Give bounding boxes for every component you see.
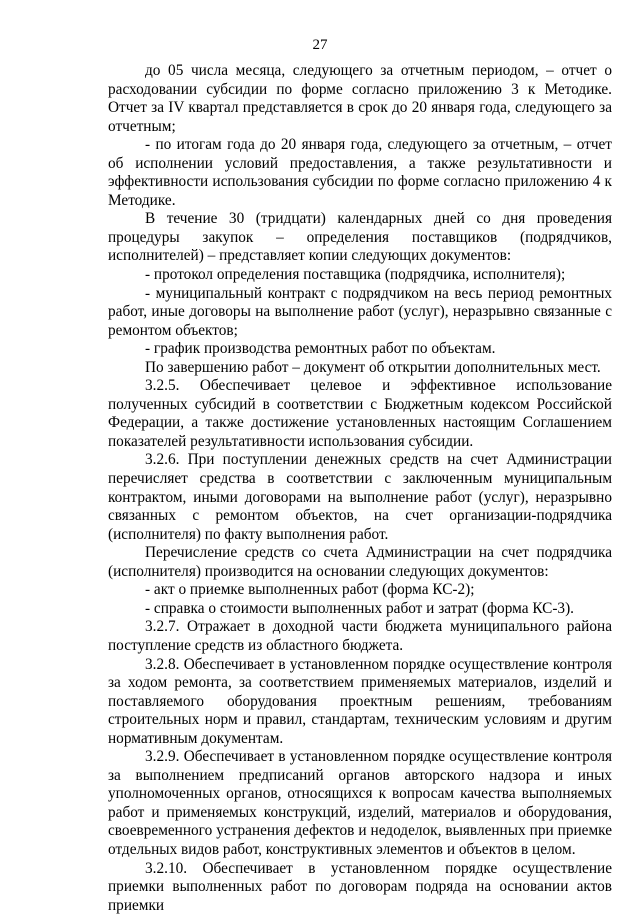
document-body (108, 62, 612, 915)
paragraph-clause-3-2-6: 3.2.6. При поступлении денежных средств на счет Администрации перечисляет средства в соответствии с заключенным муниципальным контрактом, иными договорами на выполнение работ (услуг), неразрывно связанных с ремонтом объектов, на счет организации-подрядчика (исполнителя) по факту выполнения работ. (108, 451, 612, 543)
paragraph-ks3-certificate: - справка о стоимости выполненных работ и затрат (форма КС-3). (145, 599, 574, 617)
paragraph-clause-3-2-9: 3.2.9. Обеспечивает в установленном порядке осуществление контроля за выполнением предписаний органов авторского надзора и иных уполномоченных органов, относящихся к вопросам качества выполняемых работ и применяемых конструкций, изделий, материалов и оборудования, своевременного устранения дефектов и недоделок, выявленных при приемке отдельных видов работ, конструктивных элементов и объектов в целом. (108, 748, 612, 858)
paragraph-transfer-basis: Перечисление средств со счета Администрации на счет подрядчика (исполнителя) производится на основании следующих документов: (108, 544, 612, 580)
paragraph-clause-3-2-8: 3.2.8. Обеспечивает в установленном порядке осуществление контроля за ходом ремонта, за соответствием применяемых материалов, изделий и поставляемого оборудования проектным решениям, требованиям строительных норм и правил, стандартам, техническим условиям и другим нормативным документам. (108, 655, 612, 747)
page-number: 27 (312, 37, 328, 53)
paragraph-annual-report: - по итогам года до 20 января года, следующего за отчетным, – отчет об исполнении условий предоставления, а также результативности и эффективности использования субсидии по форме согласно приложению 4 к Методике. (108, 136, 612, 209)
paragraph-municipal-contract: - муниципальный контракт с подрядчиком на весь период ремонтных работ, иные договоры на выполнение работ (услуг), неразрывно связанные с ремонтом объектов; (108, 284, 612, 339)
paragraph-report-deadline: до 05 числа месяца, следующего за отчетным периодом, – отчет о расходовании субсидии по форме согласно приложению 3 к Методике. Отчет за IV квартал представляется в срок до 20 января года, следующего за отчетным; (108, 62, 612, 135)
paragraph-procurement-docs: В течение 30 (тридцати) календарных дней со дня проведения процедуры закупок – определения поставщиков (подрядчиков, исполнителей) – представляет копии следующих документов: (108, 210, 612, 265)
paragraph-clause-3-2-7: 3.2.7. Отражает в доходной части бюджета муниципального района поступление средств из областного бюджета. (108, 618, 612, 654)
paragraph-works-schedule: - график производства ремонтных работ по объектам. (145, 340, 496, 358)
paragraph-supplier-protocol: - протокол определения поставщика (подрядчика, исполнителя); (145, 266, 566, 284)
paragraph-ks2-act: - акт о приемке выполненных работ (форма КС-2); (145, 581, 475, 599)
paragraph-clause-3-2-5: 3.2.5. Обеспечивает целевое и эффективное использование полученных субсидий в соответствии с Бюджетным кодексом Российской Федерации, а также достижение установленных настоящим Соглашением показателей результативности использования субсидии. (108, 377, 612, 450)
paragraph-clause-3-2-10: 3.2.10. Обеспечивает в установленном порядке осуществление приемки выполненных работ по договорам подряда на основании актов приемки (108, 859, 612, 914)
paragraph-completion-document: По завершению работ – документ об открытии дополнительных мест. (145, 358, 601, 376)
